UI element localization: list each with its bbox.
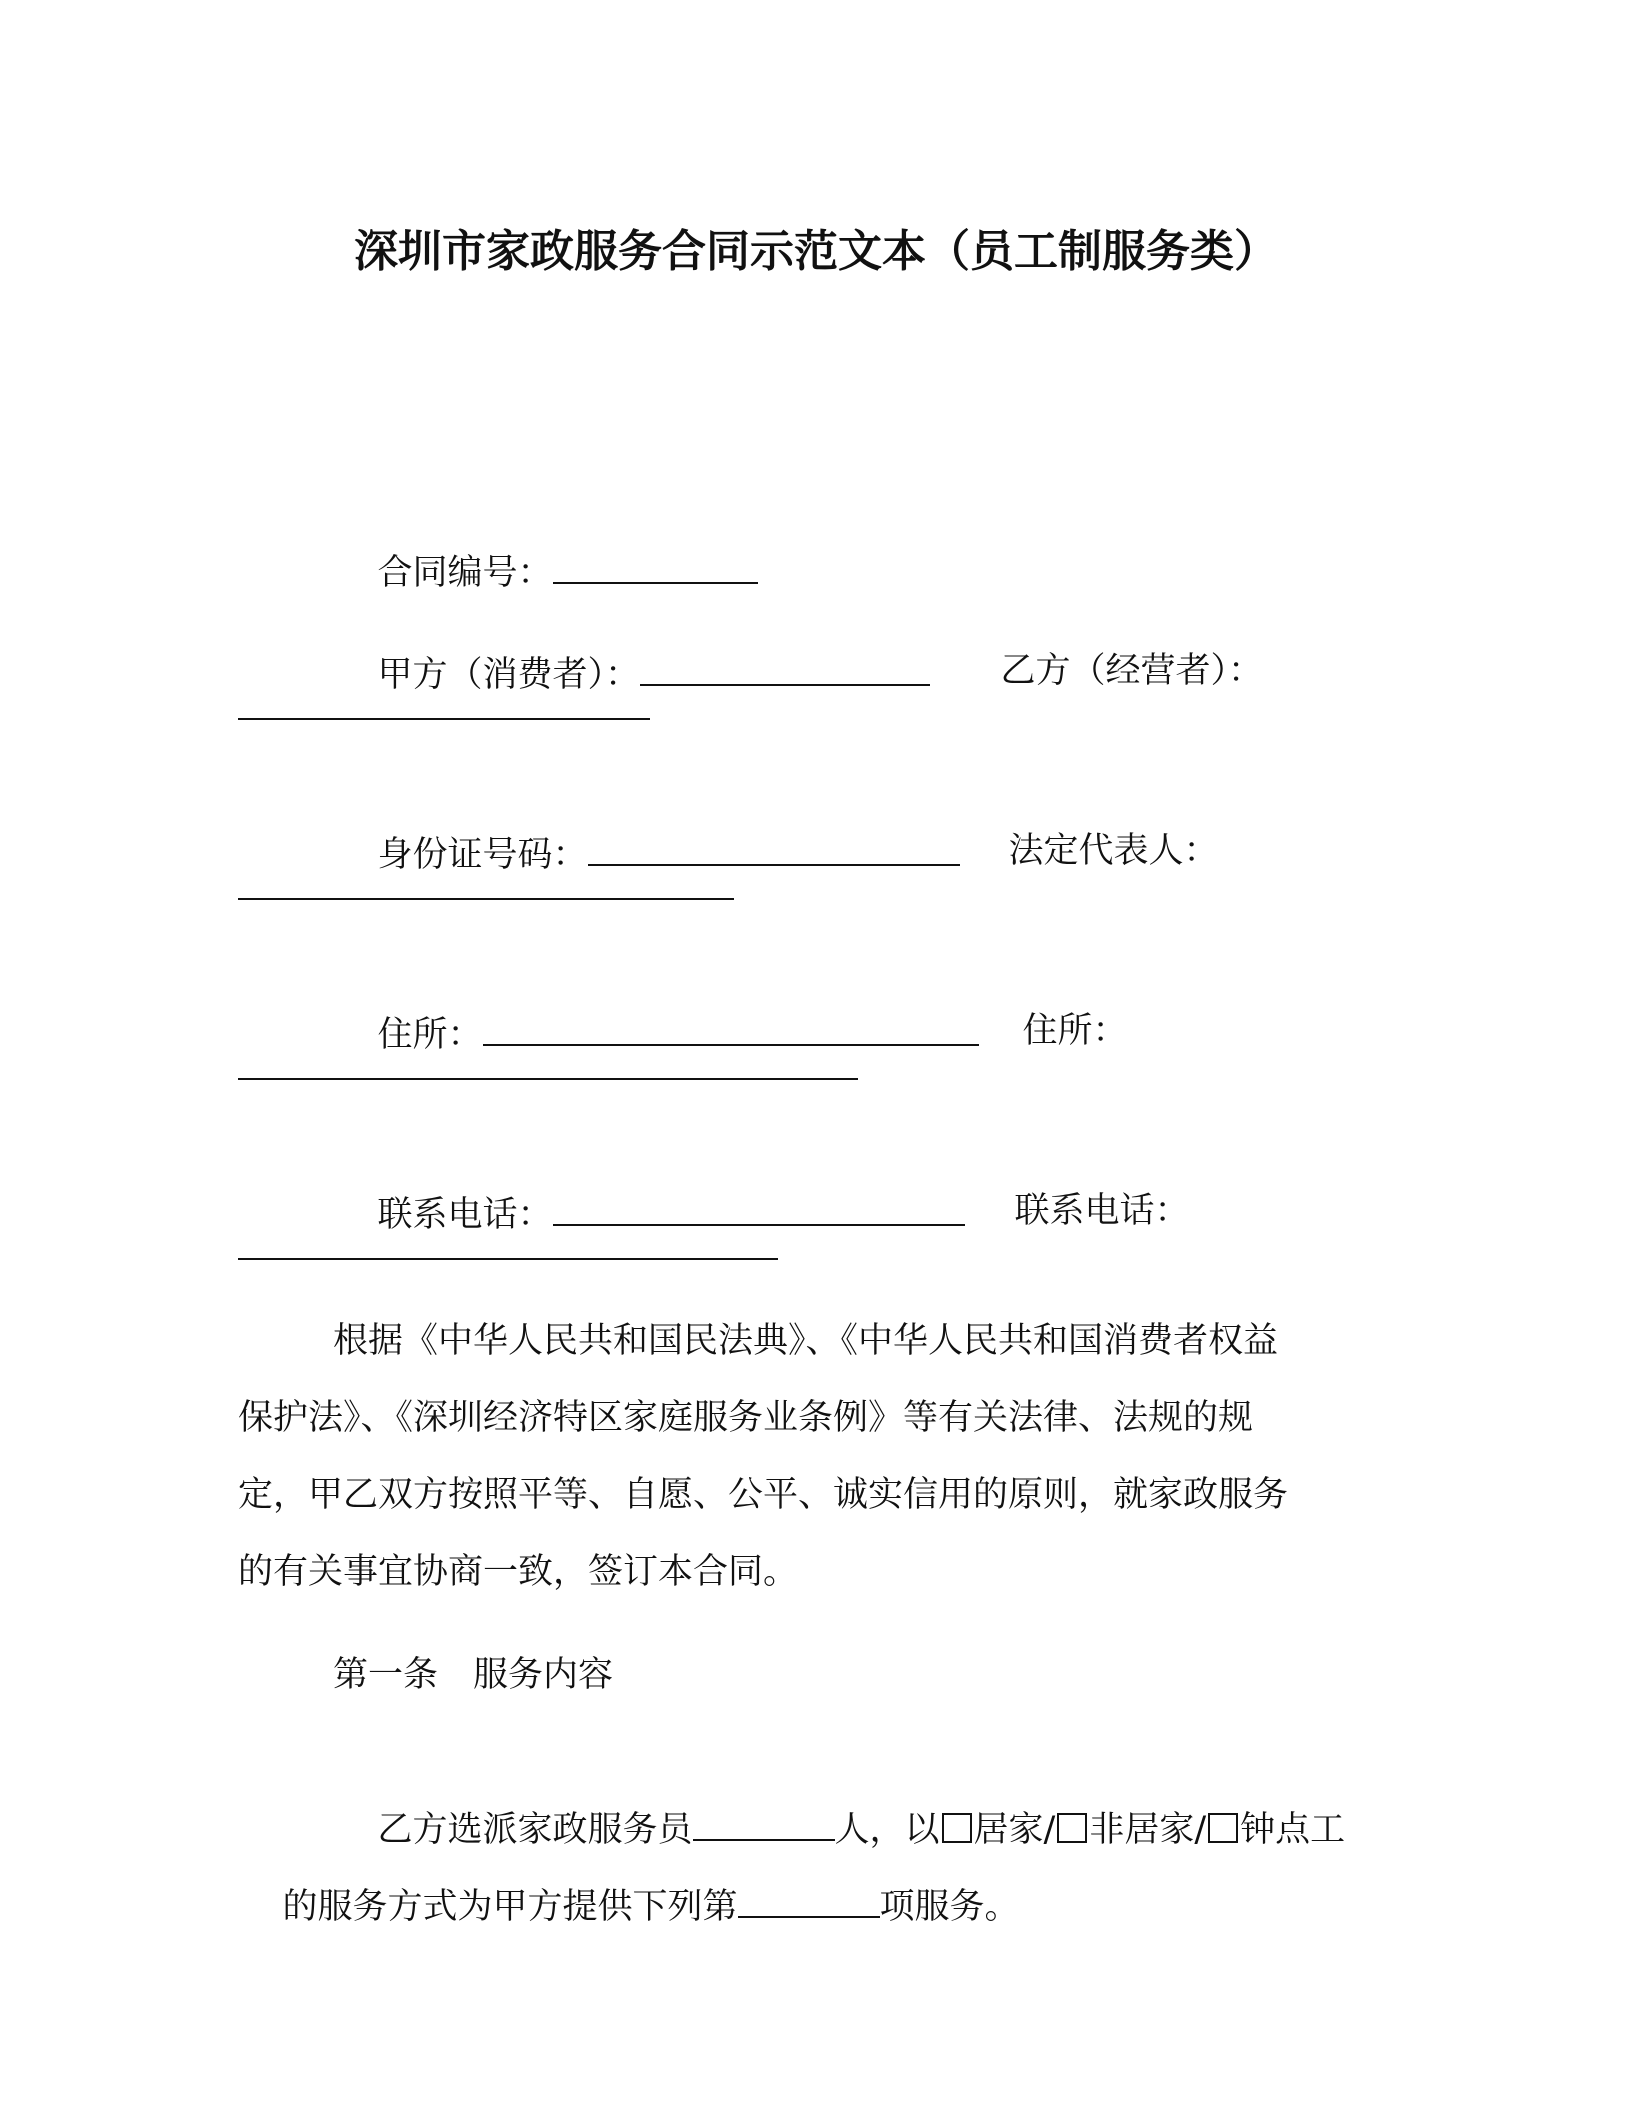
- checkbox-hourly[interactable]: [1208, 1813, 1238, 1843]
- option-hourly: 钟点工: [1240, 1810, 1346, 1850]
- legal-rep-row: [964, 776, 1219, 926]
- address-row: [333, 956, 979, 1110]
- preamble-line: 的有关事宜协商一致，签订本合同。: [238, 1552, 799, 1592]
- address-b-blank[interactable]: [238, 1078, 858, 1080]
- option-live-in: 居家/: [973, 1810, 1056, 1850]
- phone-b-blank[interactable]: [238, 1258, 778, 1260]
- party-a-label: 甲方（消费者）：: [377, 655, 641, 695]
- article-1-line-2: [238, 1828, 1020, 1982]
- id-number-blank[interactable]: [588, 826, 960, 866]
- preamble-line: 定，甲乙双方按照平等、自愿、公平、诚实信用的原则，就家政服务: [238, 1475, 1289, 1515]
- option-live-out: 非居家/: [1089, 1810, 1207, 1850]
- article-1-text-d: 项服务。: [879, 1887, 1020, 1927]
- article-1-text-c: 的服务方式为甲方提供下列第: [282, 1887, 738, 1927]
- article-1-text-b: 人，以: [834, 1810, 940, 1850]
- preamble-line: 根据《中华人民共和国民法典》、《中华人民共和国消费者权益: [333, 1321, 1279, 1361]
- party-b-label: 乙方（经营者）：: [1000, 651, 1264, 691]
- legal-rep-blank[interactable]: [238, 898, 734, 900]
- address-b-label: 住所：: [1022, 1011, 1128, 1051]
- phone-row: [333, 1136, 965, 1290]
- party-b-row: [956, 596, 1263, 746]
- id-row: [333, 776, 960, 930]
- id-number-label: 身份证号码：: [377, 835, 588, 875]
- phone-a-blank[interactable]: [553, 1186, 965, 1226]
- article-1-text-a: 乙方选派家政服务员: [377, 1810, 693, 1850]
- contract-number-label: 合同编号：: [377, 553, 553, 593]
- article-1-heading: 第一条 服务内容: [333, 1655, 614, 1695]
- checkbox-live-out[interactable]: [1057, 1813, 1087, 1843]
- preamble-line: 保护法》、《深圳经济特区家庭服务业条例》等有关法律、法规的规: [238, 1398, 1254, 1438]
- contract-number-blank[interactable]: [553, 544, 758, 584]
- phone-a-label: 联系电话：: [377, 1195, 553, 1235]
- phone-b-label: 联系电话：: [1014, 1191, 1190, 1231]
- party-row: [333, 596, 930, 750]
- document-title: 深圳市家政服务合同示范文本（员工制服务类）: [354, 226, 1278, 277]
- phone-b-row: [970, 1136, 1190, 1286]
- party-a-blank[interactable]: [640, 646, 930, 686]
- service-item-blank[interactable]: [738, 1878, 880, 1918]
- address-a-label: 住所：: [377, 1015, 483, 1055]
- address-b-row: [978, 956, 1128, 1106]
- party-b-blank[interactable]: [238, 718, 650, 720]
- legal-rep-label: 法定代表人：: [1008, 831, 1219, 871]
- address-a-blank[interactable]: [483, 1006, 979, 1046]
